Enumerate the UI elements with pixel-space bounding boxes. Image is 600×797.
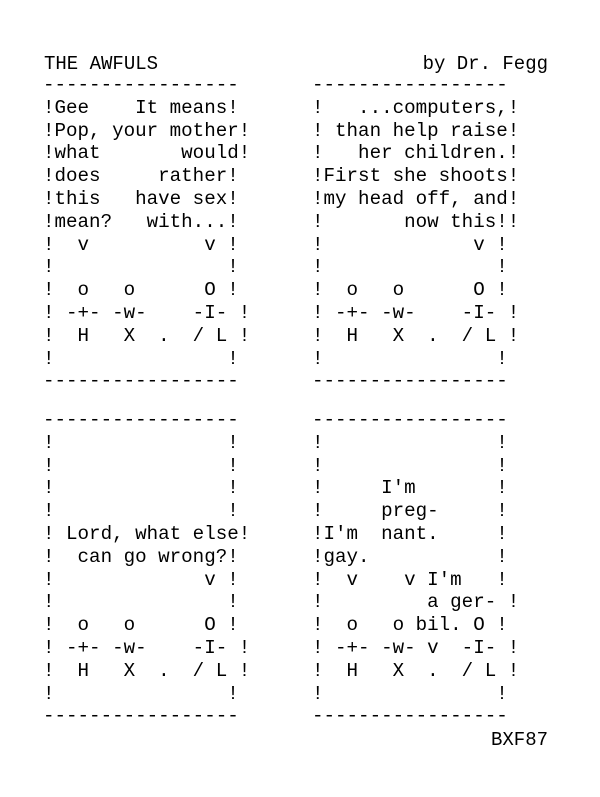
comic-panel-4: ----------------- ! ! ! ! ! I'm ! ! preg- ! !I'm nant. ! !gay. ! ! v v I'm ! ! a ger- ! ! o o bil. O ! ! -+- -w- v -I- ! ! H X . / L ! ! ! ----------------- (312, 409, 520, 728)
comic-panel-2: ----------------- ! ...computers,! ! than help raise! ! her children.! !First she shoots! !my head off, and! ! now this!! ! v ! ! ! ! o o O ! ! -+- -w- -I- ! ! H X . / L ! ! ! ----------------- (312, 74, 520, 393)
comic-panel-3: ----------------- ! ! ! ! ! ! ! ! ! Lord, what else! ! can go wrong?! ! v ! ! ! ! o o O ! ! -+- -w- -I- ! ! H X . / L ! ! ! ----------------- (43, 409, 251, 728)
document-code: BXF87 (490, 729, 548, 751)
comic-panel-1: ----------------- !Gee It means! !Pop, your mother! !what would! !does rather! !this have sex! !mean? with...! ! v v ! ! ! ! o o O ! ! -+- -w- -I- ! ! H X . / L ! ! ! ----------------- (43, 74, 251, 393)
comic-title: THE AWFULS (44, 53, 159, 75)
comic-author: by Dr. Fegg (422, 53, 548, 75)
